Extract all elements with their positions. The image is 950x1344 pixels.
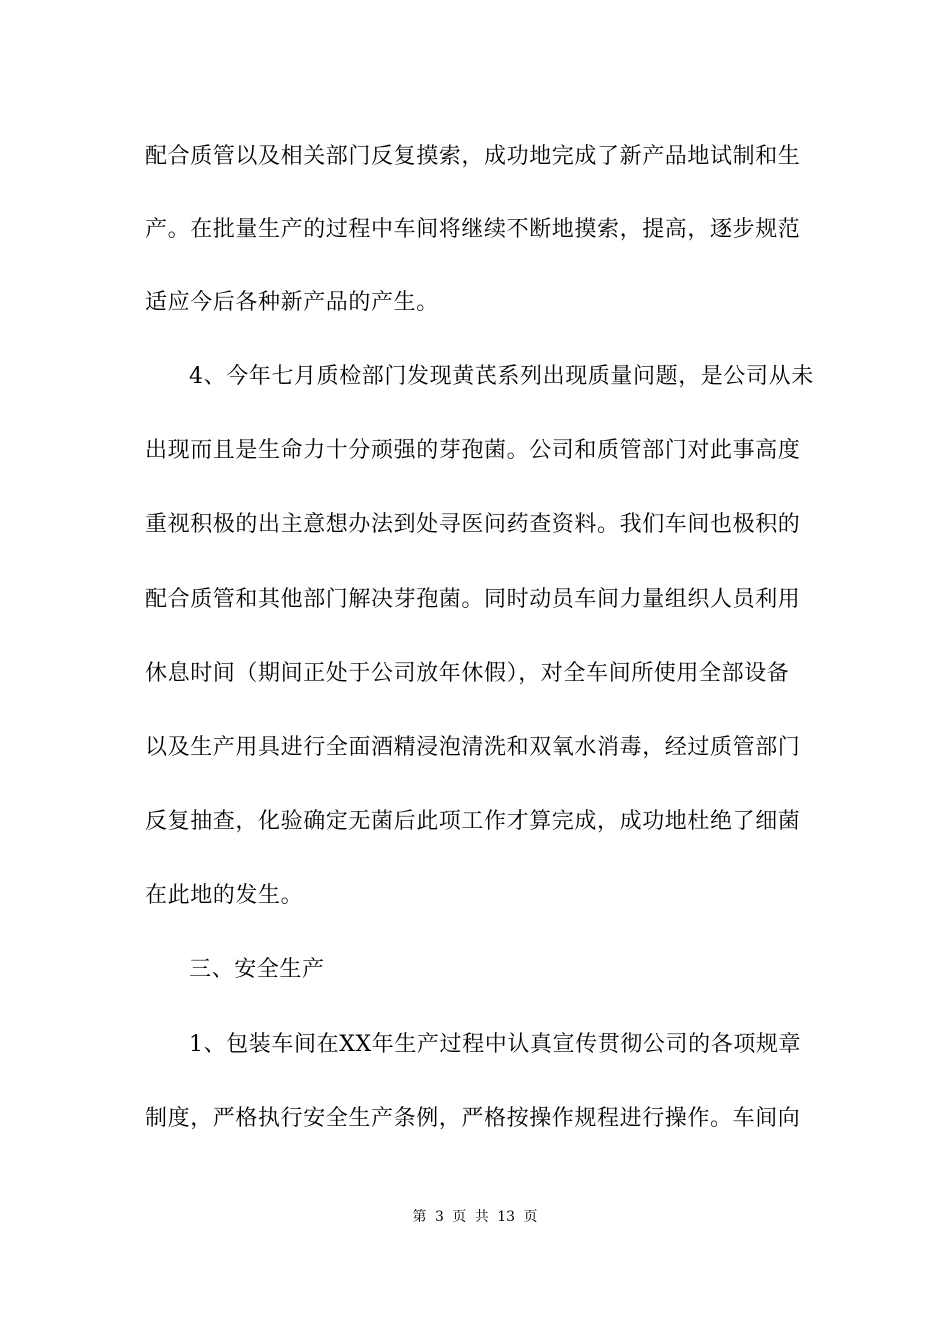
text-line-13: 1、包装车间在XX年生产过程中认真宣传贯彻公司的各项规章 [189, 1032, 802, 1057]
text-line-3: 适应今后各种新产品的产生。 [145, 290, 439, 315]
text-line-2: 产。在批量生产的过程中车间将继续不断地摸索，提高，逐步规范 [145, 217, 801, 242]
page-number-footer: 第 3 页 共 13 页 [412, 1209, 538, 1225]
text-line-11: 在此地的发生。 [145, 883, 304, 908]
text-line-4: 4、今年七月质检部门发现黄芪系列出现质量问题，是公司从未 [189, 364, 814, 389]
text-line-9: 以及生产用具进行全面酒精浸泡清洗和双氧水消毒，经过质管部门 [145, 735, 801, 760]
text-line-6: 重视积极的出主意想办法到处寻医问药查资料。我们车间也极积的 [145, 512, 801, 537]
section-heading: 三、安全生产 [189, 957, 325, 982]
text-line-14: 制度，严格执行安全生产条例，严格按操作规程进行操作。车间向 [145, 1106, 801, 1131]
text-line-8: 休息时间（期间正处于公司放年休假），对全车间所使用全部设备 [145, 661, 790, 686]
text-line-7: 配合质管和其他部门解决芽孢菌。同时动员车间力量组织人员利用 [145, 587, 801, 612]
text-line-5: 出现而且是生命力十分顽强的芽孢菌。公司和质管部门对此事高度 [145, 438, 801, 463]
text-line-10: 反复抽查，化验确定无菌后此项工作才算完成，成功地杜绝了细菌 [145, 809, 801, 834]
text-line-1: 配合质管以及相关部门反复摸索，成功地完成了新产品地试制和生 [145, 144, 801, 169]
